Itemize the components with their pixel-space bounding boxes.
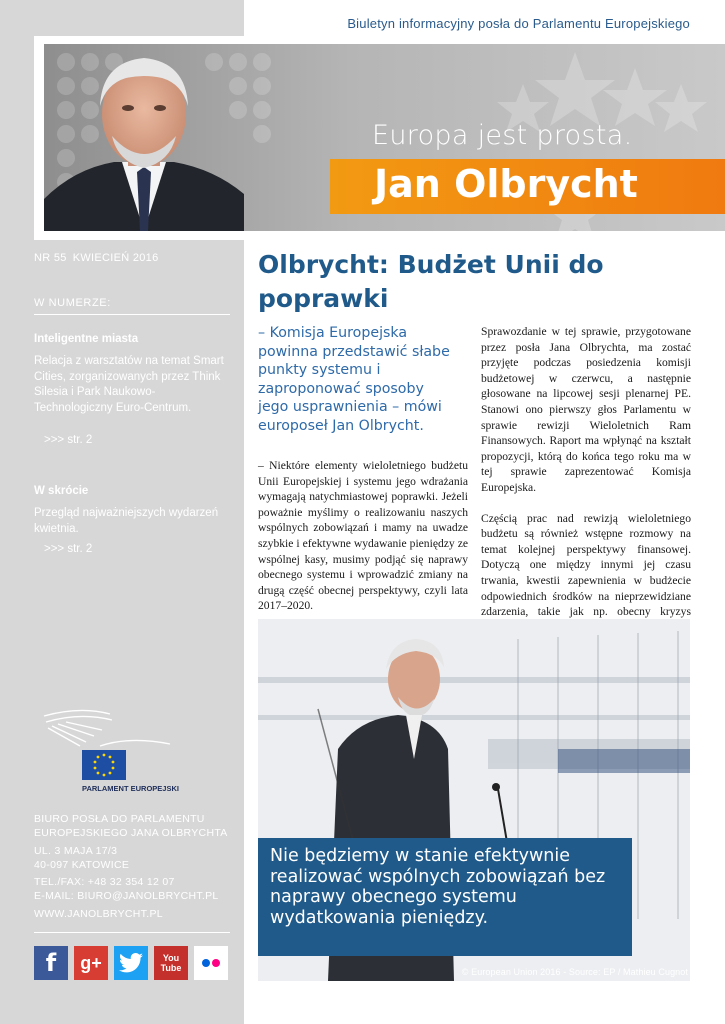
paragraph: Sprawozdanie w tej sprawie, przygotowane przez posła Jana Olbrychta, ma zostać przyjęte podczas posiedzenia komisji budżetowej w czerwcu, a następnie głosowane na lipcowej sesji plenarnej PE. Stanowi ono pierwszy głos Parlamentu w sprawie rewizji Wieloletnich Ram Finansowych. Raport ma wpłynąć na kształt propozycji, którą do końca tego roku ma w tej sprawie zaprezentować Komisja Europejska. <box>481 325 691 494</box>
in-issue-heading: W NUMERZE: <box>34 297 230 315</box>
paragraph: – Niektóre elementy wieloletniego budżetu Unii Europejskiej i systemu jego wdrażania wymagają natychmiastowej poprawki. Jeżeli poważnie myślimy o realizowaniu naszych wspólnych zobowiązań i mamy na uwadze szybkie i efektywne wydawanie pieniędzy ze wspólnej kasy, musimy podjąć się naprawy obecnego systemu i wprowadzić zmiany na drugą część obecnej perspektywy, czyli lata 2017–2020. <box>258 459 468 613</box>
pull-quote-text: Nie będziemy w stanie efektywnie realizować wspólnych zobowiązań bez naprawy obecnego systemu wydatkowania pieniędzy. <box>270 846 606 928</box>
sidebar-divider <box>34 932 230 933</box>
issue-date: KWIECIEŃ 2016 <box>72 252 159 264</box>
section-text-smart-cities: Relacja z warsztatów na temat Smart Cities, zorganizowanych przez Think Silesia i Park Naukowo-Technologiczny Euro-Centrum. <box>34 355 224 414</box>
bulletin-title: Biuletyn informacyjny posła do Parlamentu Europejskiego <box>347 16 690 31</box>
youtube-icon[interactable]: You Tube <box>154 946 188 980</box>
article-column-1 <box>258 458 468 614</box>
article-lead: – Komisja Europejska powinna przedstawić słabe punkty systemu i zaproponować sposoby jego usprawnienia – mówi europoseł Jan Olbrycht. <box>258 325 450 434</box>
section-link-smart-cities[interactable]: >>> str. 2 <box>44 434 93 446</box>
photo-credit: © European Union 2016 - Source: EP / Mathieu Cugnot <box>461 967 688 977</box>
facebook-icon[interactable]: f <box>34 946 68 980</box>
pull-quote <box>258 838 632 956</box>
paragraph: Częścią prac nad rewizją wieloletniego budżetu są również wstępne rozmowy na temat kolejnej perspektywy finansowej. Dotyczą one między innymi jej czasu trwania, kwestii zapewnienia w budżecie odpowiednich środków na nieprzewidziane zdarzenia, takie jak np. obecny kryzys <box>481 511 691 619</box>
section-title-in-brief: W skrócie <box>34 485 89 497</box>
section-link-in-brief[interactable]: >>> str. 2 <box>44 543 93 555</box>
european-parliament-logo <box>40 706 180 796</box>
issue-info <box>34 252 159 264</box>
office-website[interactable]: WWW.JANOLBRYCHT.PL <box>34 908 163 920</box>
office-name: BIURO POSŁA DO PARLAMENTU EUROPEJSKIEGO JANA OLBRYCHTA <box>34 813 228 839</box>
slogan: Europa jest prosta. <box>372 120 633 151</box>
flickr-icon[interactable] <box>194 946 228 980</box>
portrait-photo <box>44 44 244 231</box>
article-headline: Olbrycht: Budżet Unii do poprawki <box>258 250 604 313</box>
issue-number: NR 55 <box>34 252 67 264</box>
twitter-icon[interactable] <box>114 946 148 980</box>
mep-name: Jan Olbrycht <box>374 162 638 206</box>
office-phone: TEL./FAX: +48 32 354 12 07 <box>34 876 175 888</box>
section-text-in-brief: Przegląd najważniejszych wydarzeń kwietnia. <box>34 507 219 535</box>
article-column-2 <box>481 324 691 635</box>
office-email[interactable]: E-MAIL: BIURO@JANOLBRYCHT.PL <box>34 890 219 902</box>
google-plus-icon[interactable]: g+ <box>74 946 108 980</box>
ep-logo-text: PARLAMENT EUROPEJSKI <box>82 784 179 793</box>
section-title-smart-cities: Inteligentne miasta <box>34 333 139 345</box>
office-city: 40-097 KATOWICE <box>34 859 130 871</box>
flickr-dots <box>201 958 221 968</box>
office-street: UL. 3 MAJA 17/3 <box>34 845 118 857</box>
twitter-bird <box>119 953 143 973</box>
